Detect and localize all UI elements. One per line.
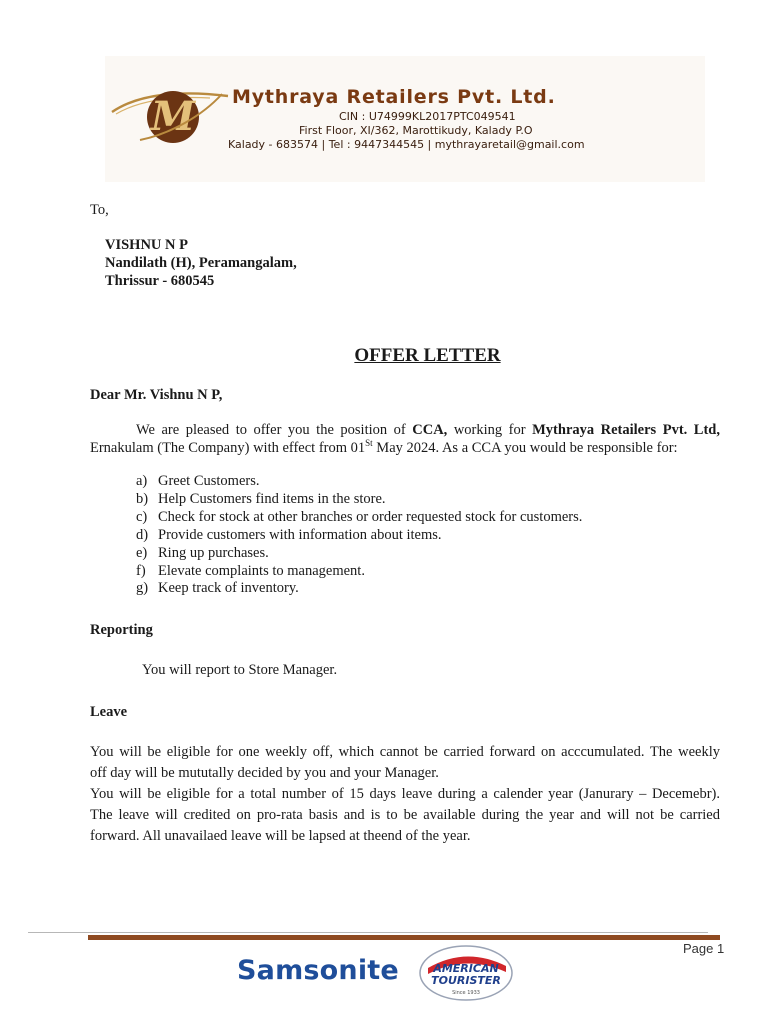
recipient-address-line2: Thrissur - 680545	[105, 273, 215, 289]
leave-line: The leave will credited on pro-rata basis and is to be available during the year and will not be carried	[90, 807, 720, 823]
intro-text-4: May 2024. As a CCA you would be responsible for:	[372, 440, 678, 456]
list-item: d) Provide customers with information about items.	[136, 526, 442, 543]
intro-text-2: working for	[447, 422, 533, 438]
intro-line2	[90, 439, 678, 457]
leave-line: forward. All unavailaed leave will be lapsed at theend of the year.	[90, 828, 471, 844]
reporting-text: You will report to Store Manager.	[142, 662, 338, 678]
list-item: b) Help Customers find items in the store.	[136, 490, 386, 507]
duties-list	[136, 473, 582, 598]
to-label: To,	[90, 202, 109, 218]
page-number: Page 1	[683, 941, 725, 956]
company-cin: CIN : U74999KL2017PTC049541	[339, 110, 516, 123]
tourister-text: TOURISTER	[431, 974, 501, 987]
company-name: Mythraya Retailers Pvt. Ltd.	[232, 86, 556, 108]
leave-line: You will be eligible for one weekly off, which cannot be carried forward on acccumulated. The weekly	[90, 744, 720, 760]
list-item: e) Ring up purchases.	[136, 544, 269, 561]
leave-heading: Leave	[90, 704, 128, 720]
since-text: Since 1933	[452, 990, 480, 996]
american-text: AMERICAN	[433, 962, 499, 975]
samsonite-logo: Samsonite	[237, 955, 399, 986]
company-address: First Floor, XI/362, Marottikudy, Kalady P.O	[299, 124, 533, 137]
reporting-heading: Reporting	[90, 622, 153, 638]
recipient-name: VISHNU N P	[105, 237, 188, 253]
leave-line: off day will be mututally decided by you and your Manager.	[90, 765, 439, 781]
date-superscript: St	[365, 438, 373, 449]
list-item: c) Check for stock at other branches or order requested stock for customers.	[136, 508, 583, 525]
list-item: f) Elevate complaints to management.	[136, 562, 365, 579]
company-ref: Mythraya Retailers Pvt. Ltd,	[532, 422, 720, 438]
recipient-address-line1: Nandilath (H), Peramangalam,	[105, 255, 297, 271]
american-tourister-logo-icon	[418, 944, 514, 1002]
footer-accent-bar	[88, 935, 720, 940]
list-item: g) Keep track of inventory.	[136, 580, 299, 597]
intro-text-1: We are pleased to offer you the position of	[136, 422, 413, 438]
company-contact: Kalady - 683574 | Tel : 9447344545 | mythrayaretail@gmail.com	[228, 138, 585, 151]
footer-divider	[28, 932, 708, 933]
intro-line1	[90, 421, 720, 439]
list-item: a) Greet Customers.	[136, 473, 260, 489]
leave-line: You will be eligible for a total number of 15 days leave during a calender year (Janurary – Decemebr).	[90, 786, 720, 802]
position-name: CCA,	[412, 422, 448, 438]
logo-letter: M	[150, 93, 196, 140]
greeting: Dear Mr. Vishnu N P,	[90, 387, 223, 403]
intro-text-3: Ernakulam (The Company) with effect from 01	[90, 440, 366, 456]
mythraya-m-logo-icon	[110, 86, 230, 150]
document-title: OFFER LETTER	[354, 345, 501, 366]
